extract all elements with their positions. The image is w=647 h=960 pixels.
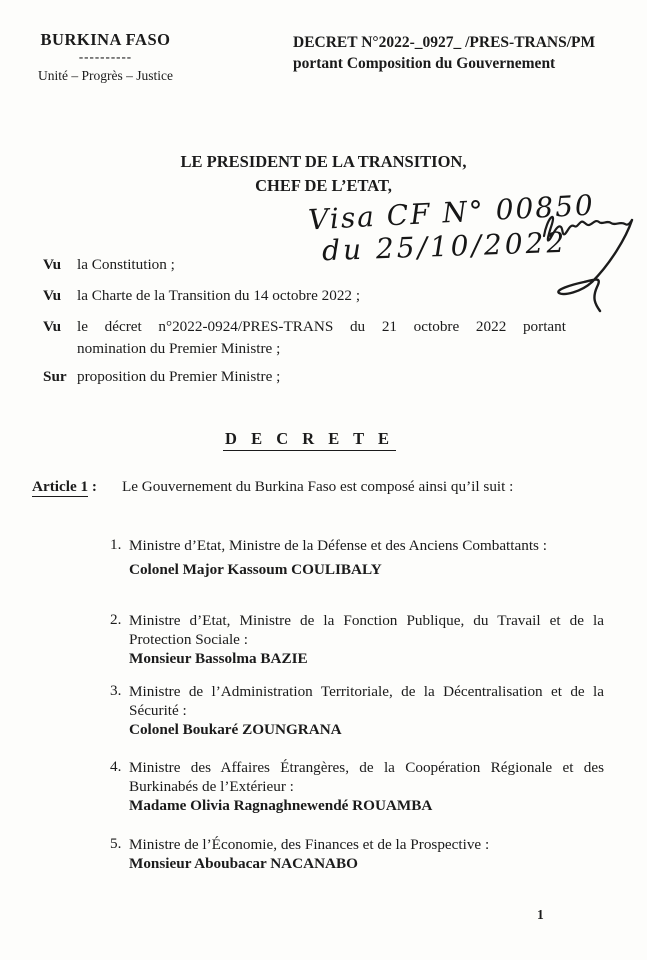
- recital-label: Sur: [43, 368, 67, 385]
- country-name: BURKINA FASO: [40, 30, 171, 49]
- article-1: [32, 478, 612, 496]
- recital-label: Vu: [43, 287, 62, 304]
- minister-name: Monsieur Aboubacar NACANABO: [129, 855, 358, 872]
- decree-subject: portant Composition du Gouvernement: [293, 54, 556, 72]
- recital-text: la Charte de la Transition du 14 octobre 2022 ;: [77, 287, 361, 304]
- recital-vu-constitution: [43, 254, 566, 276]
- recital-vu-charte: [43, 285, 566, 307]
- recital-sur-proposition: [43, 366, 566, 388]
- recitals-block: [43, 254, 566, 388]
- decree-number: DECRET N°2022-_0927_ /PRES-TRANS/PM: [293, 34, 596, 51]
- minister-name: Colonel Major Kassoum COULIBALY: [129, 561, 382, 578]
- header-left-block: [38, 30, 173, 84]
- recital-text-line-1: le décret n°2022-0924/PRES-TRANS du 21 octobre 2022 portant: [77, 318, 566, 335]
- decrete-heading: D E C R E T E: [223, 429, 396, 451]
- minister-item-3: [110, 682, 605, 739]
- recital-text: proposition du Premier Ministre ;: [77, 368, 281, 385]
- item-number: 1.: [110, 536, 122, 553]
- recital-vu-decret: [43, 316, 566, 360]
- minister-item-2: [110, 611, 605, 668]
- article-label-underlined: Article 1: [32, 478, 89, 495]
- item-number: 4.: [110, 758, 122, 775]
- recital-text: la Constitution ;: [77, 256, 175, 273]
- item-number: 3.: [110, 682, 122, 699]
- minister-title-line-2: Sécurité :: [129, 702, 187, 719]
- decrete-heading-wrap: [0, 429, 647, 451]
- article-label: [32, 478, 97, 496]
- title-line-1: LE PRESIDENT DE LA TRANSITION,: [180, 152, 467, 171]
- national-motto: Unité – Progrès – Justice: [38, 68, 173, 83]
- minister-name: Madame Olivia Ragnaghnewendé ROUAMBA: [129, 797, 433, 814]
- minister-title-line-1: Ministre des Affaires Étrangères, de la Coopération Régionale et des: [129, 759, 604, 776]
- recital-label: Vu: [43, 318, 62, 335]
- minister-title: Ministre d’Etat, Ministre de la Défense et des Anciens Combattants :: [129, 537, 547, 554]
- minister-item-5: [110, 835, 605, 873]
- article-text: Le Gouvernement du Burkina Faso est composé ainsi qu’il suit :: [121, 478, 514, 495]
- minister-name: Colonel Boukaré ZOUNGRANA: [129, 721, 342, 738]
- item-number: 5.: [110, 835, 122, 852]
- ministers-list: [110, 536, 605, 873]
- minister-item-1: [110, 536, 605, 579]
- title-line-2: CHEF DE L’ETAT,: [255, 176, 392, 195]
- minister-title-line-1: Ministre d’Etat, Ministre de la Fonction Publique, du Travail et de la: [129, 612, 604, 629]
- recital-text-line-2: nomination du Premier Ministre ;: [77, 340, 281, 357]
- minister-title: Ministre de l’Économie, des Finances et de la Prospective :: [129, 836, 490, 853]
- handwritten-visa-line-1: Visa CF N° 00850: [307, 188, 596, 237]
- recital-label: Vu: [43, 256, 62, 273]
- page-number: 1: [537, 907, 544, 922]
- article-colon: :: [88, 478, 97, 495]
- minister-title-line-2: Protection Sociale :: [129, 631, 248, 648]
- minister-name: Monsieur Bassolma BAZIE: [129, 650, 308, 667]
- header-right-block: [293, 33, 613, 74]
- minister-item-4: [110, 758, 605, 815]
- handwritten-visa-line-2: du 25/10/2022: [321, 225, 568, 268]
- header-separator: ----------: [78, 49, 133, 64]
- minister-title-line-2: Burkinabés de l’Extérieur :: [129, 778, 294, 795]
- item-number: 2.: [110, 611, 122, 628]
- minister-title-line-1: Ministre de l’Administration Territoriale, de la Décentralisation et de la: [129, 683, 604, 700]
